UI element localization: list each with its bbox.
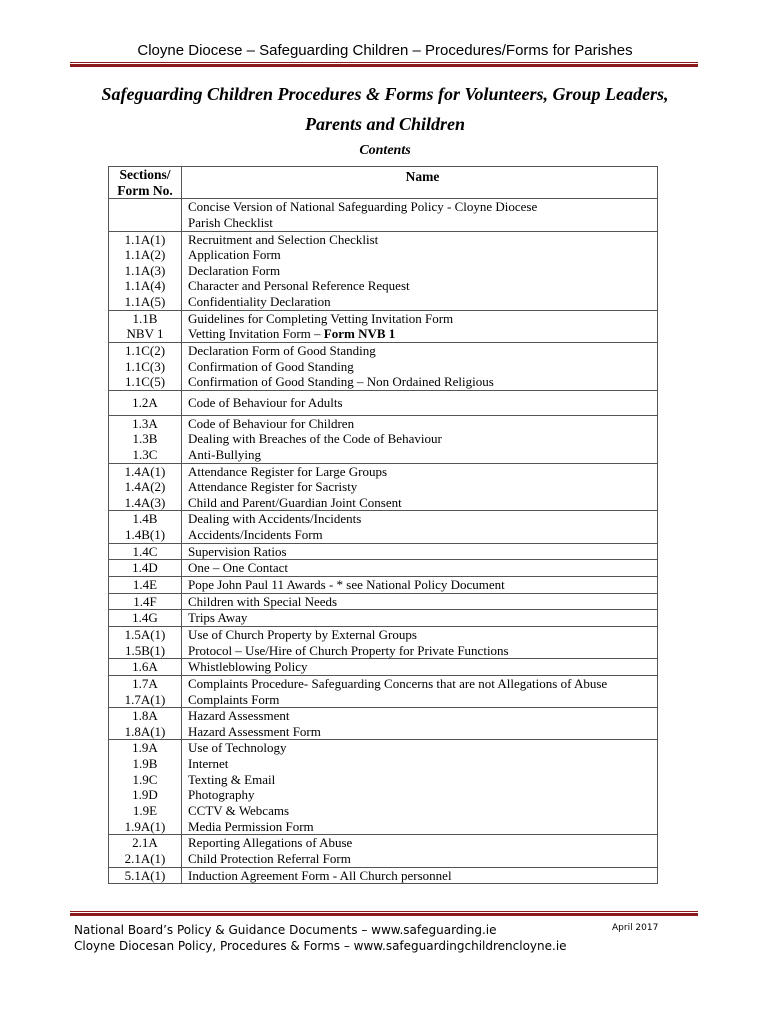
table-row-group: [109, 415, 658, 463]
form-name-text: Recruitment and Selection Checklist: [188, 231, 379, 247]
section-number: 1.4A(2): [124, 479, 166, 495]
form-name-text: Induction Agreement Form - All Church personnel: [188, 867, 452, 883]
form-name-cell: [182, 343, 658, 391]
form-name-cell: [182, 867, 658, 884]
form-name: [188, 560, 657, 576]
form-name: [188, 627, 657, 643]
form-name-cell: [182, 511, 658, 543]
form-name-text: Accidents/Incidents Form: [188, 527, 323, 543]
form-name-text: Code of Behaviour for Adults: [188, 394, 343, 410]
section-number: 2.1A: [132, 835, 158, 851]
footer-date: April 2017: [612, 923, 659, 933]
form-name-text: Reporting Allegations of Abuse: [188, 835, 353, 851]
section-number: 5.1A(1): [124, 867, 166, 883]
form-name: [188, 374, 657, 390]
table-row-group: [109, 835, 658, 867]
section-number: 1.1B: [132, 310, 158, 326]
form-name-text: Attendance Register for Large Groups: [188, 463, 388, 479]
form-name: [188, 431, 657, 447]
section-number: 1.7A: [132, 675, 158, 691]
section-number-cell: [109, 511, 182, 543]
table-row-group: [109, 577, 658, 594]
section-number: 1.1A(5): [124, 294, 166, 310]
form-name: [188, 851, 657, 867]
section-number-cell: [109, 390, 182, 415]
document-title-line2: Parents and Children: [304, 114, 466, 134]
form-name: [188, 447, 657, 463]
form-name: [188, 294, 657, 310]
section-number: 1.9E: [132, 802, 158, 818]
form-name: [188, 676, 657, 692]
form-name: [188, 326, 657, 342]
section-number: 1.1C(2): [124, 343, 166, 359]
form-name-text: CCTV & Webcams: [188, 802, 290, 818]
table-row-group: [109, 199, 658, 231]
section-number: 1.4A(3): [124, 494, 166, 510]
section-number-cell: [109, 835, 182, 867]
section-number: 1.3B: [132, 431, 158, 447]
table-row-group: [109, 231, 658, 310]
form-name: [188, 643, 657, 659]
form-name: [188, 787, 657, 803]
form-name: [188, 527, 657, 543]
form-name: [188, 464, 657, 480]
section-number: 2.1A(1): [124, 850, 166, 866]
footer-rule: [70, 911, 698, 916]
section-number: 1.4C: [132, 543, 158, 559]
table-header-row: [109, 167, 658, 199]
page-header: Cloyne Diocese – Safeguarding Children – Procedures/Forms for Parishes: [137, 42, 633, 59]
section-number-cell: [109, 543, 182, 560]
form-name-text: Hazard Assessment Form: [188, 723, 321, 739]
section-number: 1.7A(1): [124, 691, 166, 707]
form-name: [188, 740, 657, 756]
form-name-text: Supervision Ratios: [188, 543, 287, 559]
form-name: [188, 708, 657, 724]
form-name-text: Protocol – Use/Hire of Church Property for Private Functions: [188, 642, 509, 658]
section-number: 1.6A: [132, 659, 158, 675]
form-name: [188, 835, 657, 851]
form-name: [188, 479, 657, 495]
section-number-cell: [109, 659, 182, 676]
form-name-cell: [182, 740, 658, 835]
section-number-cell: [109, 626, 182, 658]
section-number: 1.4D: [132, 560, 158, 576]
form-name-text: Whistleblowing Policy: [188, 659, 308, 675]
form-name: [188, 359, 657, 375]
section-number: 1.1A(4): [124, 278, 166, 294]
section-number: 1.1A(1): [124, 231, 166, 247]
table-row-group: [109, 740, 658, 835]
form-name-cell: [182, 675, 658, 707]
form-name-text: Trips Away: [188, 610, 248, 626]
section-number: 1.8A(1): [124, 723, 166, 739]
section-number-cell: [109, 199, 182, 231]
section-number: 1.9A(1): [124, 818, 166, 834]
form-name-text: Application Form: [188, 247, 281, 263]
footer-line-2: Cloyne Diocesan Policy, Procedures & Forms – www.safeguardingchildrencloyne.ie: [74, 939, 567, 953]
form-name-text: Use of Technology: [188, 740, 287, 756]
form-name-text: Children with Special Needs: [188, 593, 338, 609]
contents-table: [108, 166, 658, 884]
table-row-group: [109, 708, 658, 740]
form-name-text: One – One Contact: [188, 560, 289, 576]
contents-heading: Contents: [359, 143, 411, 158]
section-number-cell: [109, 867, 182, 884]
form-name-text: Media Permission Form: [188, 818, 314, 834]
form-name: [188, 659, 657, 675]
section-number: NBV 1: [126, 326, 164, 342]
form-name: [188, 772, 657, 788]
form-name-text: Vetting Invitation Form –: [188, 326, 324, 342]
section-number: 1.3C: [132, 446, 158, 462]
form-name: [188, 395, 657, 411]
form-name: [188, 215, 657, 231]
section-number-cell: [109, 560, 182, 577]
form-name-text: Texting & Email: [188, 771, 276, 787]
table-row-group: [109, 343, 658, 391]
section-number: 1.4F: [133, 593, 157, 609]
section-number: 1.4B: [132, 511, 158, 527]
table-row-group: [109, 659, 658, 676]
section-number: 1.9B: [132, 756, 158, 772]
section-number-cell: [109, 740, 182, 835]
column-header-name: Name: [182, 167, 658, 199]
section-number: [109, 215, 181, 231]
form-name: [188, 495, 657, 511]
table-row-group: [109, 626, 658, 658]
form-name-text: Confirmation of Good Standing – Non Ordained Religious: [188, 374, 494, 390]
form-name: [188, 232, 657, 248]
form-name-cell: [182, 659, 658, 676]
form-name-text: Declaration Form: [188, 262, 281, 278]
section-number-cell: [109, 610, 182, 627]
form-name-cell: [182, 577, 658, 594]
table-row-group: [109, 560, 658, 577]
section-number: 1.4G: [132, 610, 158, 626]
section-number: 1.1A(2): [124, 247, 166, 263]
column-header-sections: Sections/ Form No.: [109, 167, 182, 199]
section-number: 1.5B(1): [124, 642, 166, 658]
section-number-cell: [109, 415, 182, 463]
section-number-cell: [109, 593, 182, 610]
section-number: 1.1C(5): [124, 374, 166, 390]
form-name-text: Use of Church Property by External Groups: [188, 626, 417, 642]
header-rule: [70, 62, 698, 67]
document-title-line1: Safeguarding Children Procedures & Forms for Volunteers, Group Leaders,: [101, 84, 669, 104]
form-name-text: Character and Personal Reference Request: [188, 278, 410, 294]
form-name: [188, 577, 657, 593]
table-row-group: [109, 463, 658, 511]
table-row-group: [109, 543, 658, 560]
form-name-text: Parish Checklist: [188, 214, 273, 230]
form-name-cell: [182, 199, 658, 231]
table-row-group: [109, 593, 658, 610]
form-name: [188, 610, 657, 626]
form-name: [188, 819, 657, 835]
section-number: 1.4A(1): [124, 463, 166, 479]
form-name-cell: [182, 463, 658, 511]
form-name-text: Complaints Form: [188, 691, 280, 707]
form-name-cell: [182, 593, 658, 610]
form-name-text: Code of Behaviour for Children: [188, 415, 355, 431]
form-name-cell: [182, 835, 658, 867]
section-number-cell: [109, 577, 182, 594]
form-name: [188, 343, 657, 359]
table-row-group: [109, 675, 658, 707]
section-number: 1.9D: [132, 787, 158, 803]
form-name-text: Pope John Paul 11 Awards - * see National Policy Document: [188, 577, 505, 593]
form-name-cell: [182, 543, 658, 560]
form-name-text: Confirmation of Good Standing: [188, 358, 354, 374]
table-row-group: [109, 390, 658, 415]
form-name: [188, 803, 657, 819]
table-row-group: [109, 511, 658, 543]
form-name: [188, 594, 657, 610]
section-number: 1.5A(1): [124, 626, 166, 642]
form-name-text: Guidelines for Completing Vetting Invitation Form: [188, 310, 454, 326]
section-number: 1.1A(3): [124, 262, 166, 278]
form-name-text: Child Protection Referral Form: [188, 850, 351, 866]
table-row-group: [109, 610, 658, 627]
form-name-text: Concise Version of National Safeguarding Policy - Cloyne Diocese: [188, 199, 538, 215]
form-name: [188, 263, 657, 279]
section-number-cell: [109, 231, 182, 310]
form-name: [188, 311, 657, 327]
contents-table-body: [109, 199, 658, 884]
section-number: 1.2A: [132, 394, 158, 410]
section-number: 1.8A: [132, 708, 158, 724]
form-name-bold: Form NVB 1: [323, 326, 396, 342]
form-name: [188, 247, 657, 263]
section-number: [109, 199, 181, 215]
form-name-text: Dealing with Accidents/Incidents: [188, 511, 362, 527]
form-name-cell: [182, 231, 658, 310]
form-name-cell: [182, 708, 658, 740]
form-name: [188, 868, 657, 884]
section-number-cell: [109, 463, 182, 511]
section-number: 1.9C: [132, 771, 158, 787]
form-name: [188, 199, 657, 215]
table-row-group: [109, 867, 658, 884]
form-name-text: Complaints Procedure- Safeguarding Concerns that are not Allegations of Abuse: [188, 675, 608, 691]
form-name: [188, 511, 657, 527]
form-name-cell: [182, 390, 658, 415]
footer-line-1: National Board’s Policy & Guidance Documents – www.safeguarding.ie: [74, 923, 497, 937]
section-number-cell: [109, 343, 182, 391]
form-name-cell: [182, 610, 658, 627]
form-name-text: Confidentiality Declaration: [188, 294, 331, 310]
section-number-cell: [109, 310, 182, 342]
form-name-text: Declaration Form of Good Standing: [188, 343, 376, 359]
form-name: [188, 416, 657, 432]
form-name-cell: [182, 560, 658, 577]
form-name-text: Child and Parent/Guardian Joint Consent: [188, 494, 402, 510]
section-number: 1.3A: [132, 415, 158, 431]
section-number: 1.4E: [132, 577, 158, 593]
section-number-cell: [109, 675, 182, 707]
section-number: 1.1C(3): [124, 358, 166, 374]
form-name-text: Dealing with Breaches of the Code of Behaviour: [188, 431, 442, 447]
form-name-cell: [182, 310, 658, 342]
form-name: [188, 692, 657, 708]
section-number: 1.4B(1): [124, 527, 166, 543]
section-number-cell: [109, 708, 182, 740]
form-name-cell: [182, 415, 658, 463]
form-name-text: Photography: [188, 787, 255, 803]
form-name: [188, 756, 657, 772]
section-number: 1.9A: [132, 740, 158, 756]
form-name-text: Internet: [188, 756, 229, 772]
form-name: [188, 724, 657, 740]
form-name-text: Anti-Bullying: [188, 446, 261, 462]
form-name: [188, 544, 657, 560]
form-name-cell: [182, 626, 658, 658]
table-row-group: [109, 310, 658, 342]
form-name-text: Hazard Assessment: [188, 708, 290, 724]
form-name-text: Attendance Register for Sacristy: [188, 479, 358, 495]
form-name: [188, 278, 657, 294]
